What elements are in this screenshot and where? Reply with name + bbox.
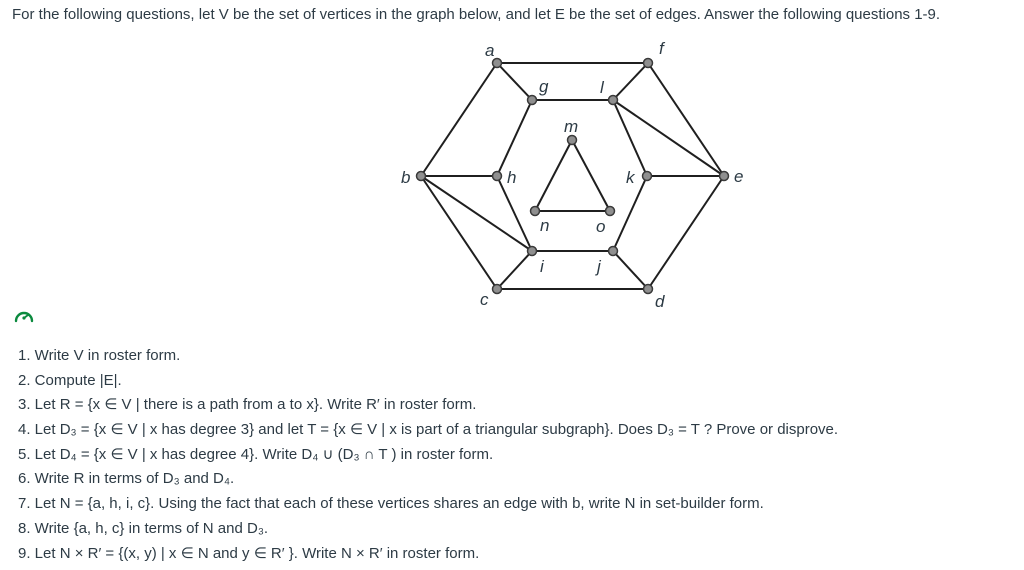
edge-m-n — [535, 140, 572, 211]
edge-g-h — [497, 100, 532, 176]
label-a: a — [485, 41, 495, 60]
vertex-g — [528, 96, 537, 105]
edge-c-b — [421, 176, 497, 289]
vertex-m — [568, 136, 577, 145]
label-l: l — [600, 78, 604, 97]
edge-l-f — [613, 63, 648, 100]
question-item: 7. Let N = {a, h, i, c}. Using the fact that each of these vertices shares an edge with b, write N in set-builder form. — [18, 495, 764, 513]
label-n: n — [540, 216, 550, 235]
edge-k-j — [613, 176, 647, 251]
label-g: g — [539, 77, 549, 96]
question-list — [18, 345, 838, 567]
edge-f-e — [648, 63, 724, 176]
label-e: e — [734, 167, 744, 186]
label-i: i — [540, 257, 544, 276]
edge-i-c — [497, 251, 532, 289]
question-item: 1. Write V in roster form. — [18, 347, 181, 364]
vertex-h — [493, 172, 502, 181]
question-item: 2. Compute |E|. — [18, 371, 122, 389]
question-item: 6. Write R in terms of D₃ and D₄. — [18, 470, 235, 488]
vertex-e — [720, 172, 729, 181]
edge-b-a — [421, 63, 497, 176]
question-item: 8. Write {a, h, c} in terms of N and D₃. — [18, 519, 269, 537]
edge-j-d — [613, 251, 648, 289]
graph-edges — [421, 63, 724, 289]
label-k: k — [626, 168, 635, 187]
edge-e-d — [648, 176, 724, 289]
vertex-i — [528, 247, 537, 256]
question-item: 3. Let R = {x ∈ V | there is a path from a to x}. Write R′ in roster form. — [18, 396, 477, 414]
label-j: j — [597, 257, 601, 276]
vertex-l — [609, 96, 618, 105]
label-o: o — [596, 217, 606, 236]
vertex-j — [609, 247, 618, 256]
label-d: d — [655, 292, 665, 311]
intro-text: For the following questions, let V be the set of vertices in the graph below, and let E be the set of edges. Answer the following questions 1-9. — [12, 6, 941, 23]
label-f: f — [659, 39, 664, 58]
edge-a-g — [497, 63, 532, 100]
vertex-c — [493, 285, 502, 294]
spinner-icon — [14, 309, 34, 323]
vertex-o — [606, 207, 615, 216]
label-h: h — [507, 168, 517, 187]
label-b: b — [401, 168, 411, 187]
vertex-k — [643, 172, 652, 181]
vertex-f — [644, 59, 653, 68]
question-item: 5. Let D₄ = {x ∈ V | x has degree 4}. Write D₄ ∪ (D₃ ∩ T ) in roster form. — [18, 445, 494, 463]
label-m: m — [564, 117, 579, 136]
question-item: 4. Let D₃ = {x ∈ V | x has degree 3} and let T = {x ∈ V | x is part of a triangular subgraph}. Does D₃ = T ? Prove or disprove. — [18, 421, 839, 439]
label-c: c — [480, 290, 489, 309]
vertex-b — [417, 172, 426, 181]
edge-m-o — [572, 140, 610, 211]
vertex-d — [644, 285, 653, 294]
vertex-n — [531, 207, 540, 216]
question-item: 9. Let N × R′ = {(x, y) | x ∈ N and y ∈ R′ }. Write N × R′ in roster form. — [18, 544, 480, 562]
